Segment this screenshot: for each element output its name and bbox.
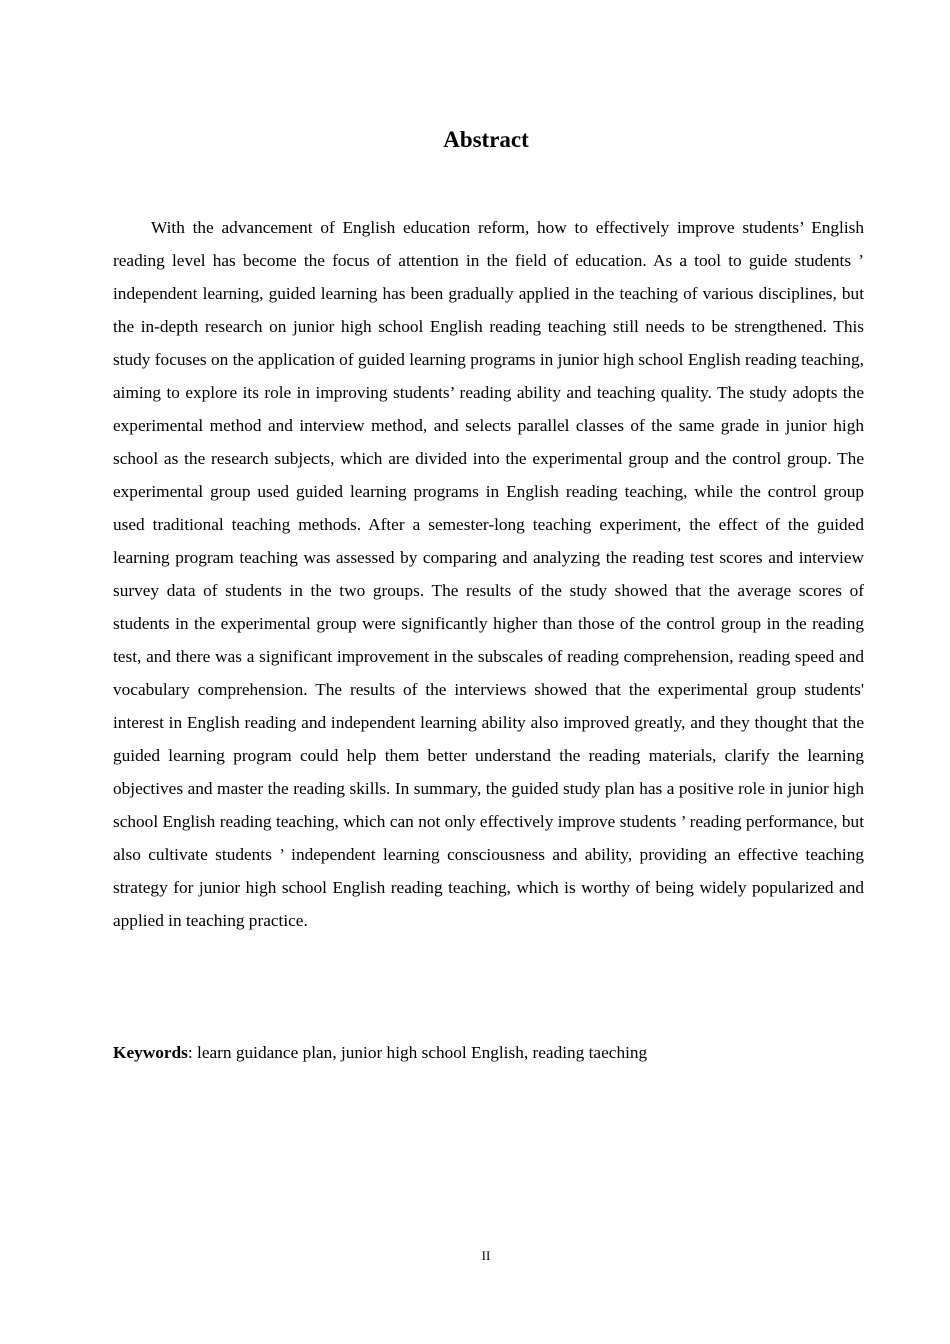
keywords-separator: : [187, 1043, 198, 1062]
keywords-label: Keywords [113, 1043, 188, 1062]
page-title: Abstract [443, 127, 529, 152]
keywords-text: learn guidance plan, junior high school English, reading taeching [197, 1043, 648, 1062]
abstract-paragraph: With the advancement of English education reform, how to effectively improve students’ English reading level has become the focus of attention in the field of education. As a tool to guide students ’ independent learning, guided learning has been gradually applied in the teaching of various disciplines, but the in-depth research on junior high school English reading teaching still needs to be strengthened. This study focuses on the application of guided learning programs in junior high school English reading teaching, aiming to explore its role in improving students’ reading ability and teaching quality. The study adopts the experimental method and interview method, and selects parallel classes of the same grade in junior high school as the research subjects, which are divided into the experimental group and the control group. The experimental group used guided learning programs in English reading teaching, while the control group used traditional teaching methods. After a semester-long teaching experiment, the effect of the guided learning program teaching was assessed by comparing and analyzing the reading test scores and interview survey data of students in the two groups. The results of the study showed that the average scores of students in the experimental group were significantly higher than those of the control group in the reading test, and there was a significant improvement in the subscales of reading comprehension, reading speed and vocabulary comprehension. The results of the interviews showed that the experimental group students' interest in English reading and independent learning ability also improved greatly, and they thought that the guided learning program could help them better understand the reading materials, clarify the learning objectives and master the reading skills. In summary, the guided study plan has a positive role in junior high school English reading teaching, which can not only effectively improve students ’ reading performance, but also cultivate students ’ independent learning consciousness and ability, providing an effective teaching strategy for junior high school English reading teaching, which is worthy of being widely popularized and applied in teaching practice. [113, 218, 864, 930]
page-number: II [481, 1248, 491, 1263]
keywords-line [113, 1036, 864, 1069]
